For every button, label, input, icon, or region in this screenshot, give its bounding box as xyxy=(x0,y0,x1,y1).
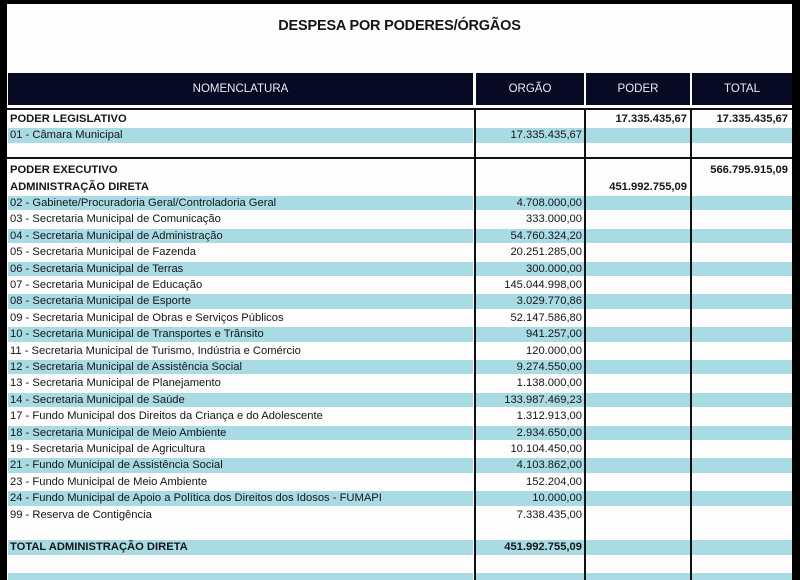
cell-poder: 451.992.755,09 xyxy=(609,180,687,193)
cell-total xyxy=(692,475,792,489)
table-row xyxy=(7,326,792,342)
table-row xyxy=(7,293,792,309)
cell-nomenclatura: 14 - Secretaria Municipal de Saúde xyxy=(8,393,473,407)
cell-nomenclatura: 09 - Secretaria Municipal de Obras e Serviços Públicos xyxy=(10,311,284,324)
cell-nomenclatura: 03 - Secretaria Municipal de Comunicação xyxy=(10,213,221,226)
cell-total xyxy=(692,376,792,390)
cell-orgao: 52.147.586,80 xyxy=(510,311,582,324)
cell-orgao xyxy=(476,557,584,571)
document-page xyxy=(7,4,792,580)
cell-nomenclatura: 12 - Secretaria Municipal de Assistência Social xyxy=(8,360,473,374)
cell-orgao: 4.103.862,00 xyxy=(476,458,584,472)
cell-orgao: 7.338.435,00 xyxy=(516,508,582,521)
cell-poder xyxy=(586,442,690,456)
cell-total xyxy=(692,540,792,554)
cell-orgao: 152.204,00 xyxy=(526,475,582,488)
table-row xyxy=(7,228,792,244)
cell-total xyxy=(692,245,792,259)
cell-poder xyxy=(586,524,690,538)
cell-poder xyxy=(586,393,690,407)
cell-total: 17.335.435,67 xyxy=(716,113,788,125)
table-row xyxy=(7,457,792,473)
cell-orgao: 10.104.450,00 xyxy=(510,443,582,455)
cell-orgao: 17.335.435,67 xyxy=(476,128,584,142)
divider-executivo xyxy=(7,157,792,159)
cell-orgao xyxy=(476,163,584,177)
cell-total xyxy=(692,557,792,571)
column-divider-total xyxy=(690,108,692,580)
cell-total xyxy=(692,491,792,505)
cell-nomenclatura xyxy=(8,524,473,538)
cell-total xyxy=(692,229,792,243)
cell-nomenclatura: 02 - Gabinete/Procuradoria Geral/Controladoria Geral xyxy=(8,196,473,210)
cell-total xyxy=(692,196,792,210)
table-row xyxy=(7,572,792,580)
cell-poder xyxy=(586,212,690,226)
cell-orgao: 9.274.550,00 xyxy=(476,360,584,374)
cell-orgao xyxy=(476,112,584,126)
cell-poder xyxy=(586,262,690,276)
cell-orgao: 941.257,00 xyxy=(476,327,584,341)
cell-total xyxy=(692,311,792,325)
cell-total xyxy=(692,426,792,440)
table-row xyxy=(7,261,792,277)
cell-orgao: 451.992.755,09 xyxy=(476,540,584,554)
cell-nomenclatura: 17 - Fundo Municipal dos Direitos da Criança e do Adolescente xyxy=(10,410,323,423)
cell-orgao: 54.760.324,20 xyxy=(476,229,584,243)
header-nomenclatura: NOMENCLATURA xyxy=(8,73,473,105)
table-row xyxy=(7,392,792,408)
cell-nomenclatura: ADMINISTRAÇÃO DIRETA xyxy=(10,180,150,193)
cell-poder xyxy=(586,376,690,390)
cell-orgao xyxy=(476,524,584,538)
cell-nomenclatura: 19 - Secretaria Municipal de Agricultura xyxy=(10,443,206,455)
cell-nomenclatura: 08 - Secretaria Municipal de Esporte xyxy=(8,294,473,308)
cell-total xyxy=(692,180,792,194)
cell-total xyxy=(692,393,792,407)
cell-nomenclatura: 07 - Secretaria Municipal de Educação xyxy=(10,279,203,291)
cell-total xyxy=(692,508,792,522)
cell-total xyxy=(692,294,792,308)
cell-nomenclatura: PODER LEGISLATIVO xyxy=(10,113,127,125)
cell-total xyxy=(692,212,792,226)
cell-orgao: 1.312.913,00 xyxy=(516,410,582,423)
cell-orgao xyxy=(476,180,584,194)
cell-nomenclatura: 99 - Reserva de Contigência xyxy=(10,508,152,521)
table-row xyxy=(7,111,792,127)
header-orgao: ORGÃO xyxy=(476,73,584,105)
cell-total xyxy=(692,278,792,292)
cell-nomenclatura: TOTAL ADMINISTRAÇÃO DIRETA xyxy=(8,540,473,554)
table-row xyxy=(7,179,792,195)
cell-nomenclatura: 05 - Secretaria Municipal de Fazenda xyxy=(10,246,196,259)
cell-total xyxy=(692,524,792,538)
cell-orgao: 133.987.469,23 xyxy=(476,393,584,407)
cell-total xyxy=(692,573,792,580)
table-row xyxy=(7,127,792,143)
cell-nomenclatura: 01 - Câmara Municipal xyxy=(8,128,473,142)
cell-total xyxy=(692,409,792,423)
cell-poder xyxy=(586,409,690,423)
table-row xyxy=(7,441,792,457)
cell-poder xyxy=(586,540,690,554)
cell-poder xyxy=(586,294,690,308)
cell-poder xyxy=(586,426,690,440)
cell-nomenclatura: 23 - Fundo Municipal de Meio Ambiente xyxy=(10,475,208,488)
cell-orgao: 145.044.998,00 xyxy=(504,279,582,291)
cell-poder xyxy=(586,128,690,142)
cell-total xyxy=(692,458,792,472)
cell-poder xyxy=(586,458,690,472)
table-row xyxy=(7,474,792,490)
cell-poder xyxy=(586,196,690,210)
cell-poder xyxy=(586,229,690,243)
cell-orgao: 120.000,00 xyxy=(526,344,582,357)
cell-poder xyxy=(586,311,690,325)
cell-nomenclatura: 18 - Secretaria Municipal de Meio Ambiente xyxy=(8,426,473,440)
cell-orgao: 2.934.650,00 xyxy=(476,426,584,440)
table-row xyxy=(7,556,792,572)
cell-poder xyxy=(586,475,690,489)
table-row xyxy=(7,195,792,211)
table-row xyxy=(7,539,792,555)
column-divider-poder xyxy=(584,108,586,580)
cell-orgao: 333.000,00 xyxy=(526,213,582,226)
cell-orgao: 10.000,00 xyxy=(476,491,584,505)
cell-poder xyxy=(586,245,690,259)
cell-total xyxy=(692,128,792,142)
cell-orgao: 3.029.770,86 xyxy=(476,294,584,308)
cell-orgao: 4.708.000,00 xyxy=(476,196,584,210)
cell-poder xyxy=(586,327,690,341)
table-row xyxy=(7,425,792,441)
cell-nomenclatura: 04 - Secretaria Municipal de Administração xyxy=(8,229,473,243)
table-row xyxy=(7,523,792,539)
cell-poder xyxy=(586,344,690,358)
cell-nomenclatura: 11 - Secretaria Municipal de Turismo, Indústria e Comércio xyxy=(10,344,301,357)
cell-total xyxy=(692,442,792,456)
cell-nomenclatura xyxy=(8,573,473,580)
cell-nomenclatura: 06 - Secretaria Municipal de Terras xyxy=(8,262,473,276)
cell-total xyxy=(692,344,792,358)
cell-total xyxy=(692,327,792,341)
column-divider-orgao xyxy=(474,108,476,580)
page-title: DESPESA POR PODERES/ÓRGÃOS xyxy=(278,18,521,34)
cell-orgao xyxy=(476,573,584,580)
divider-legislativo xyxy=(7,108,792,110)
cell-total xyxy=(692,262,792,276)
cell-orgao: 300.000,00 xyxy=(476,262,584,276)
cell-nomenclatura: 13 - Secretaria Municipal de Planejamento xyxy=(10,377,221,390)
header-poder: PODER xyxy=(586,73,690,105)
cell-nomenclatura: 21 - Fundo Municipal de Assistência Social xyxy=(8,458,473,472)
table-row xyxy=(7,507,792,523)
cell-poder xyxy=(586,573,690,580)
cell-orgao: 1.138.000,00 xyxy=(516,377,582,390)
table-row xyxy=(7,490,792,506)
cell-poder xyxy=(586,163,690,177)
table-row xyxy=(7,244,792,260)
cell-poder xyxy=(586,557,690,571)
table-row xyxy=(7,359,792,375)
cell-poder xyxy=(586,491,690,505)
cell-nomenclatura xyxy=(8,557,473,571)
table-row xyxy=(7,162,792,178)
cell-total: 566.795.915,09 xyxy=(710,164,788,177)
cell-nomenclatura: PODER EXECUTIVO xyxy=(10,164,118,177)
cell-orgao: 20.251.285,00 xyxy=(510,246,582,259)
table-row xyxy=(7,375,792,391)
table-row xyxy=(7,408,792,424)
cell-poder xyxy=(586,360,690,374)
table-row xyxy=(7,277,792,293)
table-row xyxy=(7,343,792,359)
table-row xyxy=(7,310,792,326)
cell-nomenclatura: 10 - Secretaria Municipal de Transportes e Trânsito xyxy=(8,327,473,341)
cell-total xyxy=(692,360,792,374)
cell-nomenclatura: 24 - Fundo Municipal de Apoio a Política dos Direitos dos Idosos - FUMAPI xyxy=(8,491,473,505)
cell-poder xyxy=(586,278,690,292)
table-row xyxy=(7,211,792,227)
cell-poder xyxy=(586,508,690,522)
cell-poder: 17.335.435,67 xyxy=(615,113,687,125)
header-total: TOTAL xyxy=(692,73,792,105)
